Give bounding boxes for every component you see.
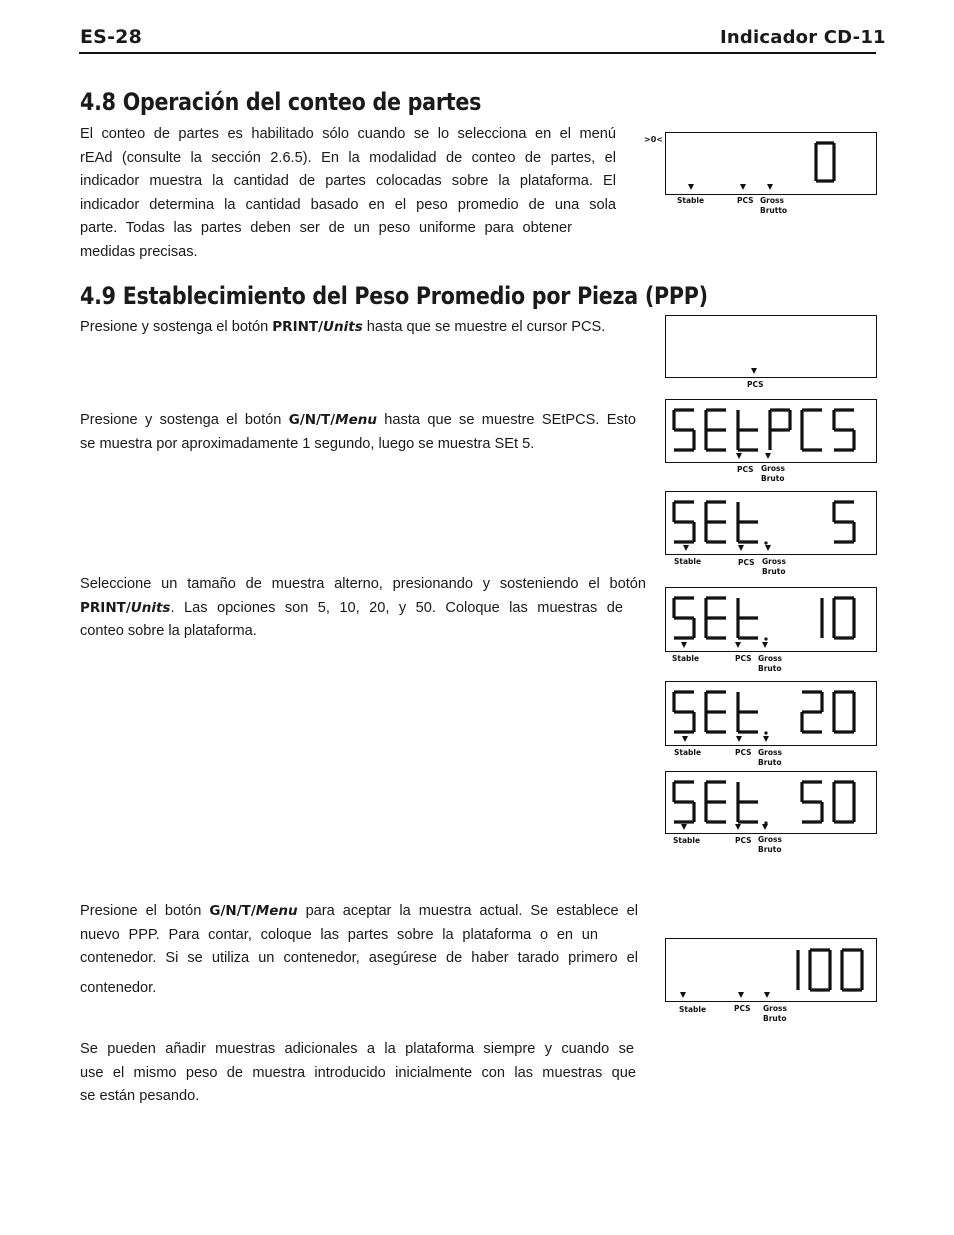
lcd-display-100 [665, 938, 877, 1002]
lcd-decimal-point [764, 731, 767, 734]
bruto-label: Brutto [760, 206, 788, 215]
pcs-arrow [738, 545, 744, 551]
bruto-label: Bruto [758, 845, 782, 854]
stable-label: Stable [677, 196, 705, 205]
gross-label: Gross [758, 748, 782, 757]
step-1-text: Presione y sostenga el botón PRINT/Units hasta que se muestre el cursor PCS. [80, 319, 606, 335]
pcs-label: PCS [747, 380, 764, 389]
bruto-label: Bruto [762, 567, 786, 576]
stable-arrow [680, 992, 686, 998]
lcd-digits [666, 492, 876, 554]
pcs-arrow [736, 736, 742, 742]
lcd-display-setpcs [665, 399, 877, 463]
gross-label: Gross [758, 835, 782, 844]
gross-arrow [762, 824, 768, 830]
section-4-8-title: 4.8 Operación del conteo de partes [80, 88, 482, 116]
gross-label: Gross [762, 557, 786, 566]
text-line: indicador determina la cantidad basado en el peso promedio de una sola [80, 196, 616, 213]
gross-arrow [764, 992, 770, 998]
lcd-digits [666, 316, 876, 376]
section-4-9-title: 4.9 Establecimiento del Peso Promedio por Pieza (PPP) [80, 282, 708, 310]
step-4-text: Presione el botón G/N/T/Menu para aceptar la muestra actual. Se establece el nuevo PPP. Para contar, coloque las partes sobre la plataforma o en un contenedor. Si se utiliza un contenedor, asegúrese de haber tarado primero el contenedor. [80, 903, 638, 996]
lcd-display-set-20 [665, 681, 877, 746]
stable-label: Stable [674, 748, 702, 757]
step-2-text: Presione y sostenga el botón G/N/T/Menu hasta que se muestre SEtPCS. Esto se muestra por aproximadamente 1 segundo, luego se muestra SEt 5. [80, 412, 637, 452]
gross-label: Gross [760, 196, 784, 205]
text-line: parte. Todas las partes deben ser de un peso uniforme para obtener [80, 220, 572, 237]
stable-arrow [682, 736, 688, 742]
pcs-label: PCS [735, 836, 752, 845]
bruto-label: Bruto [763, 1014, 787, 1023]
gross-arrow [765, 545, 771, 551]
gross-label: Gross [758, 654, 782, 663]
pcs-arrow [738, 992, 744, 998]
stable-arrow [688, 184, 694, 190]
lcd-decimal-point [764, 637, 767, 640]
gross-arrow [762, 642, 768, 648]
pcs-label: PCS [734, 1004, 751, 1013]
header-rule [79, 52, 876, 54]
pcs-label: PCS [737, 196, 754, 205]
lcd-digits [666, 588, 876, 650]
stable-label: Stable [679, 1005, 707, 1014]
pcs-label: PCS [738, 558, 755, 567]
pcs-label: PCS [737, 465, 754, 474]
pcs-arrow [735, 824, 741, 830]
text-line: indicador muestra la cantidad de partes colocadas sobre la plataforma. El [80, 173, 616, 190]
bruto-label: Bruto [758, 664, 782, 673]
pcs-arrow [751, 368, 757, 374]
step-3-text: Seleccione un tamaño de muestra alterno, presionando y sosteniendo el botón PRINT/Units. Las opciones son 5, 10, 20, y 50. Coloque las muestras de conteo sobre la plataforma. [80, 576, 646, 640]
section-4-8-body [80, 123, 616, 265]
step-5-text: Se pueden añadir muestras adicionales a la plataforma siempre y cuando se use el mismo peso de muestra introducido inicialmente con las muestras que se están pesando. [80, 1041, 636, 1105]
pcs-arrow [735, 642, 741, 648]
text-line: medidas precisas. [80, 243, 198, 260]
stable-label: Stable [673, 836, 701, 845]
text-line: rEAd (consulte la sección 2.6.5). En la modalidad de conteo de partes, el [80, 149, 616, 166]
stable-arrow [681, 824, 687, 830]
gross-arrow [763, 736, 769, 742]
bruto-label: Bruto [761, 474, 785, 483]
bruto-label: Bruto [758, 758, 782, 767]
zero-indicator: >0< [644, 135, 663, 144]
gross-arrow [765, 453, 771, 459]
lcd-display-set-10 [665, 587, 877, 652]
document-title: Indicador CD-11 [720, 27, 886, 48]
stable-label: Stable [672, 654, 700, 663]
page-number: ES-28 [80, 26, 142, 48]
lcd-digits [666, 400, 876, 462]
pcs-arrow [736, 453, 742, 459]
pcs-label: PCS [735, 654, 752, 663]
lcd-display-blank [665, 315, 877, 378]
gross-label: Gross [763, 1004, 787, 1013]
lcd-digits [666, 939, 876, 1001]
lcd-digits [666, 682, 876, 744]
gross-arrow [767, 184, 773, 190]
gross-label: Gross [761, 464, 785, 473]
pcs-arrow [740, 184, 746, 190]
lcd-digits [666, 772, 876, 832]
stable-arrow [683, 545, 689, 551]
pcs-label: PCS [735, 748, 752, 757]
lcd-display-set-5 [665, 491, 877, 555]
lcd-display-set-50 [665, 771, 877, 834]
stable-label: Stable [674, 557, 702, 566]
stable-arrow [681, 642, 687, 648]
text-line: El conteo de partes es habilitado sólo cuando se lo selecciona en el menú [80, 126, 616, 142]
